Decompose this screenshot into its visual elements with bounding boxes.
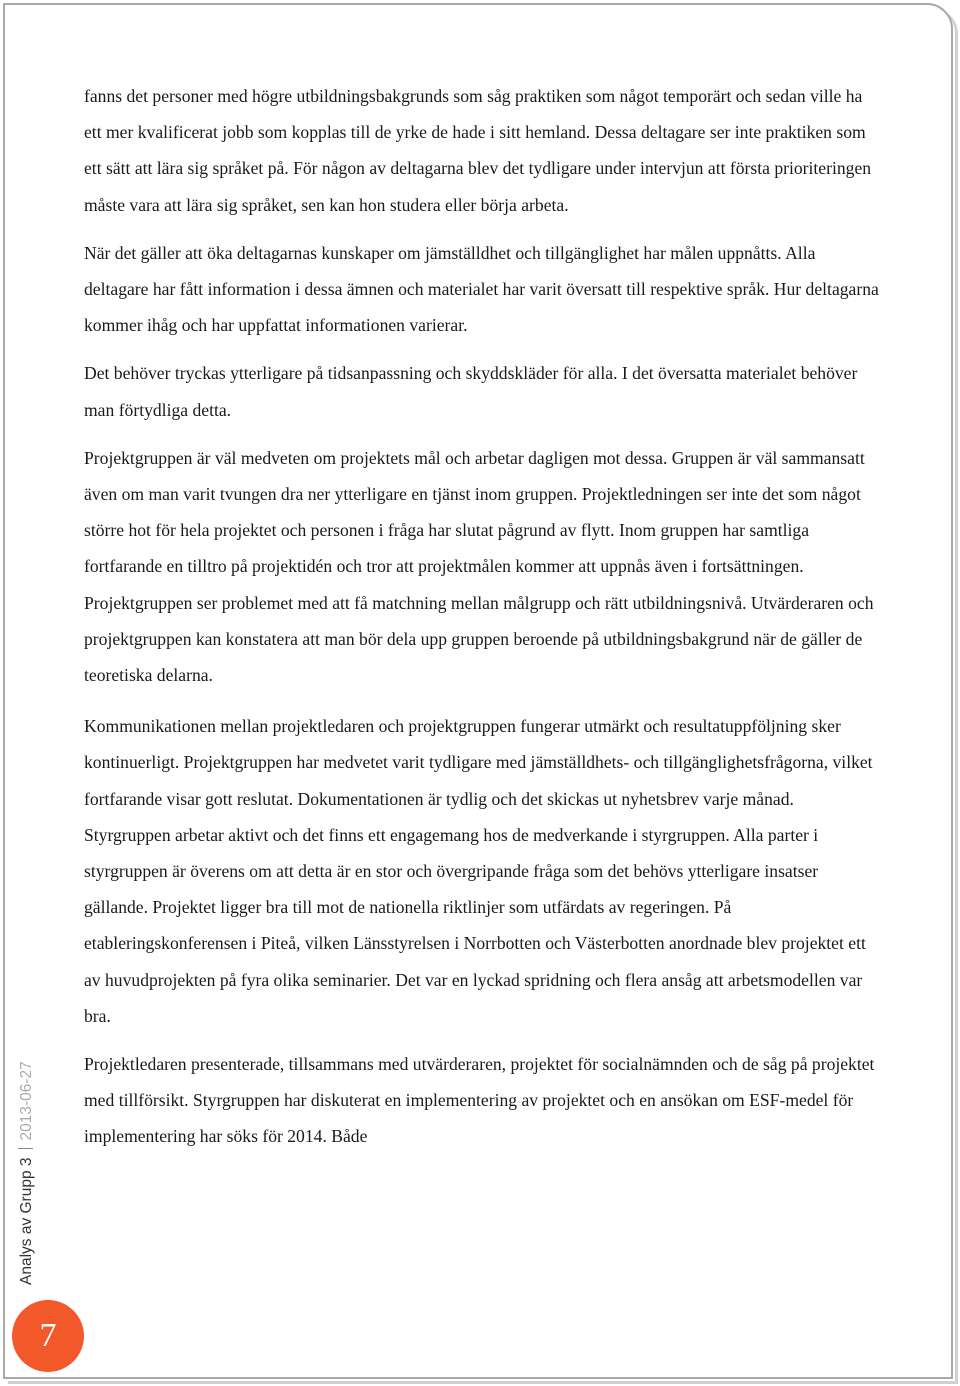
document-date: 2013-06-27 — [18, 1061, 35, 1141]
page-number-badge — [12, 1300, 84, 1372]
document-title: Analys av Grupp 3 — [18, 1157, 35, 1285]
paragraph-5: Kommunikationen mellan projektledaren och projektgruppen fungerar utmärkt och resultatuppföljning sker kontinuerligt. Projektgruppen har medvetet varit tydligare med jämställdhets- och tillgänglighetsfrågorna, vilket fortfarande visar gott reslutat. Dokumentationen är tydlig och det skickas ut nyhetsbrev varje månad. Styrgruppen arbetar aktivt och det finns ett engagemang hos de medverkande i styrgruppen. Alla parter i styrgruppen är överens om att detta är en stor och övergripande fråga som det behövs ytterligare insatser gällande. Projektet ligger bra till mot de nationella riktlinjer som utfärdats av regeringen. På etableringskonferensen i Piteå, vilken Länsstyrelsen i Norrbotten och Västerbotten anordnade blev projektet ett av huvudprojekten på fyra olika seminarier. Det var en lyckad spridning och flera ansåg att arbetsmodellen var bra. — [84, 716, 873, 1026]
page-number: 7 — [39, 1317, 57, 1354]
paragraph-3: Det behöver tryckas ytterligare på tidsanpassning och skyddskläder för alla. I det översatta materialet behöver man förtydliga detta. — [84, 363, 858, 420]
paragraph-1: fanns det personer med högre utbildningsbakgrunds som såg praktiken som något temporärt och sedan ville ha ett mer kvalificerat jobb som kopplas till de yrke de hade i sitt hemland. Dessa deltagare ser inte praktiken som ett sätt att lära sig språket på. För någon av deltagarna blev det tydligare under intervjun att första prioriteringen måste vara att lära sig språket, sen kan hon studera eller börja arbeta. — [84, 86, 872, 215]
document-body — [84, 78, 884, 1155]
paragraph-6: Projektledaren presenterade, tillsammans med utvärderaren, projektet för socialnämnden och de såg på projektet med tillförsikt. Styrgruppen har diskuterat en implementering av projektet och en ansökan om ESF-medel för implementering har söks för 2014. Både — [84, 1054, 875, 1147]
paragraph-4: Projektgruppen är väl medveten om projektets mål och arbetar dagligen mot dessa. Gruppen är väl sammansatt även om man varit tvungen dra ner ytterligare en tjänst inom gruppen. Projektledningen ser inte det som något större hot för hela projektet och personen i fråga har slutat pågrund av flytt. Inom gruppen har samtliga fortfarande en tilltro på projektidén och tror att projektmålen kommer att uppnås även i fortsättningen. Projektgruppen ser problemet med att få matchning mellan målgrupp och rätt utbildningsnivå. Utvärderaren och projektgruppen kan konstatera att man bör dela upp gruppen beroende på utbildningsbakgrund när de gäller de teoretiska delarna. — [84, 447, 874, 686]
separator — [18, 1148, 33, 1149]
paragraph-2: När det gäller att öka deltagarnas kunskaper om jämställdhet och tillgänglighet har målen uppnåtts. Alla deltagare har fått information i dessa ämnen och materialet har varit översatt till respektive språk. Hur deltagarna kommer ihåg och har uppfattat informationen varierar. — [84, 242, 879, 336]
running-header-vertical — [16, 1045, 38, 1285]
